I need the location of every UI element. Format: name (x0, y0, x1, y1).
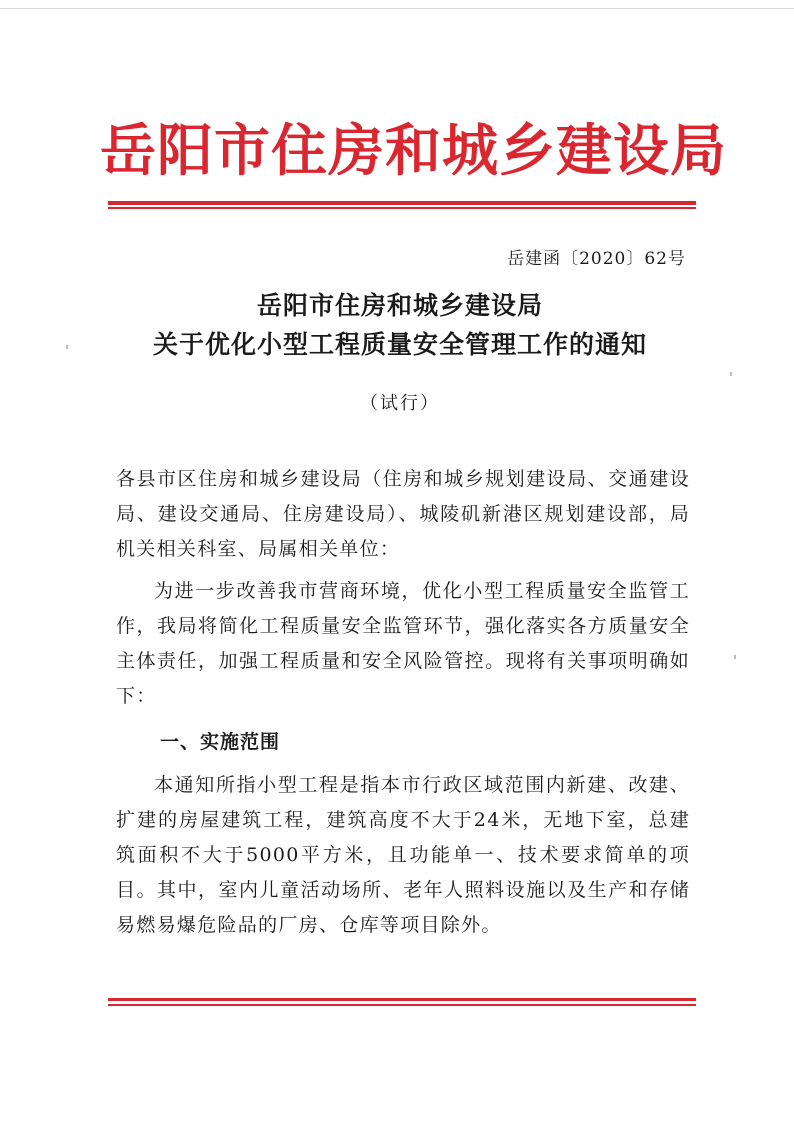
recipients-text: 各县市区住房和城乡建设局（住房和城乡规划建设局、交通建设局、建设交通局、住房建设局）、城陵矶新港区规划建设部，局机关相关科室、局属相关单位： (116, 468, 690, 560)
section-1-block (116, 768, 690, 943)
scan-speck (730, 372, 732, 376)
title-line-2: 关于优化小型工程质量安全管理工作的通知 (152, 330, 647, 359)
letterhead-red-rule-thin (108, 207, 696, 209)
scan-speck (66, 345, 68, 349)
document-number: 岳建函〔2020〕62号 (507, 249, 686, 269)
title-subtitle: （试行） (360, 393, 440, 414)
section-1-heading: 一、实施范围 (160, 731, 281, 753)
title-line-1: 岳阳市住房和城乡建设局 (256, 291, 543, 320)
intro-paragraph: 为进一步改善我市营商环境，优化小型工程质量安全监管工作，我局将简化工程质量安全监管环节，强化落实各方质量安全主体责任，加强工程质量和安全风险管控。现将有关事项明确如下： (116, 580, 690, 707)
section-1-paragraph: 本通知所指小型工程是指本市行政区域范围内新建、改建、扩建的房屋建筑工程，建筑高度不大于24米，无地下室，总建筑面积不大于5000平方米，且功能单一、技术要求简单的项目。其中，室内儿童活动场所、老年人照料设施以及生产和存储易燃易爆危险品的厂房、仓库等项目除外。 (116, 774, 690, 936)
footer-red-rule-thin (108, 1004, 696, 1006)
scan-top-edge (0, 8, 794, 9)
letterhead-red-rule-thick (108, 201, 696, 205)
intro-block (116, 574, 690, 714)
footer-red-rule-thick (108, 998, 696, 1001)
scan-speck (734, 655, 736, 659)
letterhead-org-name: 岳阳市住房和城乡建设局 (100, 119, 727, 184)
recipients-block (116, 462, 690, 567)
